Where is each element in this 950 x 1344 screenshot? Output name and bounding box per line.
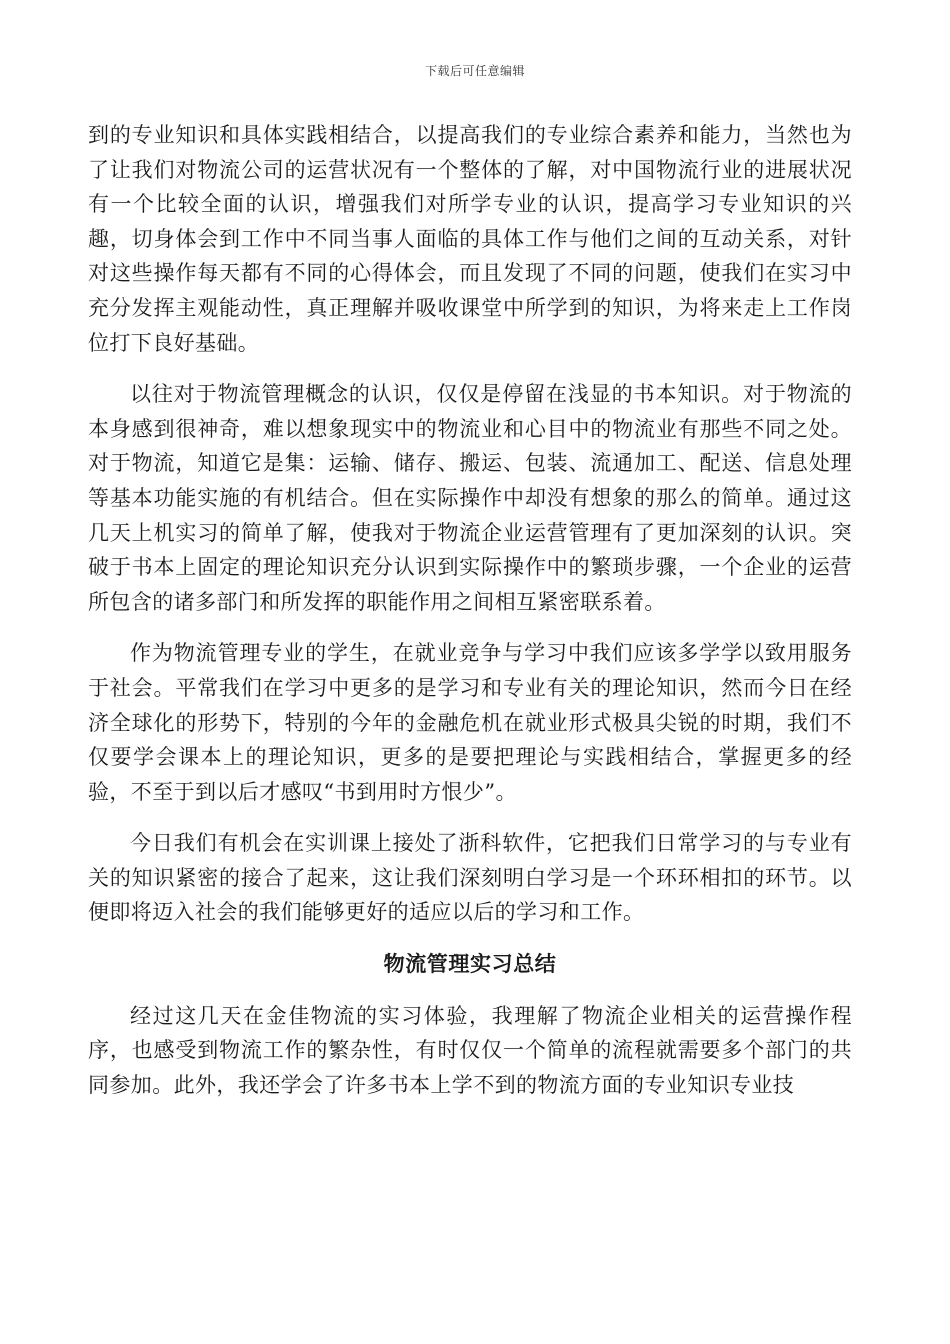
- page-header: 下载后可任意编辑: [424, 64, 525, 78]
- section-title: 物流管理实习总结: [383, 951, 557, 977]
- document-body: [88, 118, 852, 1102]
- paragraph: 作为物流管理专业的学生，在就业竞争与学习中我们应该多学学以致用服务于社会。平常我们在学习中更多的是学习和专业有关的理论知识，然而今日在经济全球化的形势下，特别的今年的金融危机在就业形式极具尖锐的时期，我们不仅要学会课本上的理论知识，更多的是要把理论与实践相结合，掌握更多的经验，不至于到以后才感叹“书到用时方恨少”。: [88, 641, 852, 804]
- paragraph: 经过这几天在金佳物流的实习体验，我理解了物流企业相关的运营操作程序，也感受到物流工作的繁杂性，有时仅仅一个简单的流程就需要多个部门的共同参加。此外，我还学会了许多书本上学不到的物流方面的专业知识专业技: [88, 1003, 852, 1097]
- paragraph: 以往对于物流管理概念的认识，仅仅是停留在浅显的书本知识。对于物流的本身感到很神奇，难以想象现实中的物流业和心目中的物流业有那些不同之处。对于物流，知道它是集：运输、储存、搬运、包装、流通加工、配送、信息处理等基本功能实施的有机结合。但在实际操作中却没有想象的那么的简单。通过这几天上机实习的简单了解，使我对于物流企业运营管理有了更加深刻的认识。突破于书本上固定的理论知识充分认识到实际操作中的繁琐步骤，一个企业的运营所包含的诸多部门和所发挥的职能作用之间相互紧密联系着。: [88, 382, 852, 614]
- paragraph: 今日我们有机会在实训课上接处了浙科软件，它把我们日常学习的与专业有关的知识紧密的接合了起来，这让我们深刻明白学习是一个环环相扣的环节。以便即将迈入社会的我们能够更好的适应以后的学习和工作。: [88, 831, 852, 925]
- paragraph-continued: 到的专业知识和具体实践相结合，以提高我们的专业综合素养和能力，当然也为了让我们对物流公司的运营状况有一个整体的了解，对中国物流行业的进展状况有一个比较全面的认识，增强我们对所学专业的认识，提高学习专业知识的兴趣，切身体会到工作中不同当事人面临的具体工作与他们之间的互动关系，对针对这些操作每天都有不同的心得体会，而且发现了不同的问题，使我们在实习中充分发挥主观能动性，真正理解并吸收课堂中所学到的知识，为将来走上工作岗位打下良好基础。: [88, 123, 852, 355]
